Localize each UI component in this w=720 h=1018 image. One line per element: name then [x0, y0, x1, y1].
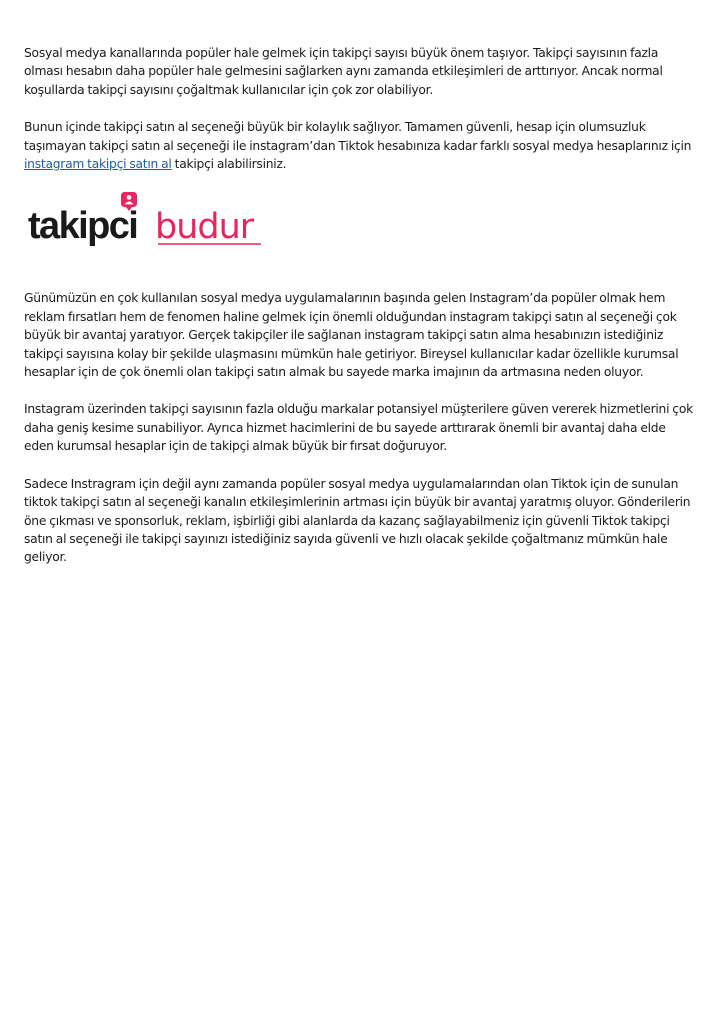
paragraph-2 [24, 118, 696, 173]
paragraph-3: Günümüzün en çok kullanılan sosyal medya uygulamalarının başında gelen Instagram’da popüler olmak hem reklam fırsatları hem de fenomen haline gelmek için önemli olduğundan instagram takipçi satın al seçeneği çok büyük bir avantaj yaratıyor. Gerçek takipçiler ile sağlanan instagram takipçi satın alma hesabınızın istediğiniz takipçi sayısına kolay bir şekilde ulaşmasını mümkün hale getiriyor. Bireysel kullanıcılar kadar özellikle kurumsal hesaplar için de çok önemli olan takipçi satın almak bu sayede marka imajının da artmasına neden oluyor. [24, 291, 679, 380]
instagram-takipci-link[interactable]: instagram takipçi satın al [24, 157, 172, 172]
takipcibudur-logo [28, 192, 278, 250]
paragraph-2-text-after: takipçi alabilirsiniz. [171, 157, 287, 172]
document-body [24, 44, 696, 586]
paragraph-5: Sadece Instragram için değil aynı zamanda popüler sosyal medya uygulamalarından olan Tiktok için de sunulan tiktok takipçi satın al seçeneği kanalın etkileşimlerinin artması için büyük bir avantaj yaratmış oluyor. Gönderilerin öne çıkması ve sponsorluk, reklam, işbirliği gibi alanlarda da kazanç sağlayabilmeniz için güvenli Tiktok takipçi satın al seçeneği ile takipçi sayınızı istediğiniz sayıda güvenli ve hızlı olacak şekilde çoğaltmanız mümkün hale geliyor. [24, 476, 691, 565]
logo-bold-text: takipci [28, 205, 138, 248]
logo-light-text: budur [155, 207, 254, 248]
badge-user-head [127, 195, 132, 200]
paragraph-4: Instagram üzerinden takipçi sayısının fazla olduğu markalar potansiyel müşterilere güven vererek hizmetlerini çok daha geniş kesime sunabiliyor. Ayrıca hizmet hacimlerini de bu sayede arttırarak önemli bir avantaj daha elde eden kurumsal hesaplar için de takipçi almak büyük bir fırsat doğuruyor. [24, 402, 693, 454]
paragraph-2-text-before: Bunun içinde takipçi satın al seçeneği büyük bir kolaylık sağlıyor. Tamamen güvenli, hesap için olumsuzluk taşımayan takipçi satın al seçeneği ile instagram’dan Tiktok hesabınıza kadar farklı sosyal medya hesaplarınız için [24, 120, 692, 153]
logo-graphic [28, 192, 278, 250]
paragraph-1: Sosyal medya kanallarında popüler hale gelmek için takipçi sayısı büyük önem taşıyor. Takipçi sayısının fazla olması hesabın daha popüler hale gelmesini sağlarken aynı zamanda etkileşimleri de arttırıyor. Ancak normal koşullarda takipçi sayısını çoğaltmak kullanıcılar için çok zor olabiliyor. [24, 46, 663, 97]
